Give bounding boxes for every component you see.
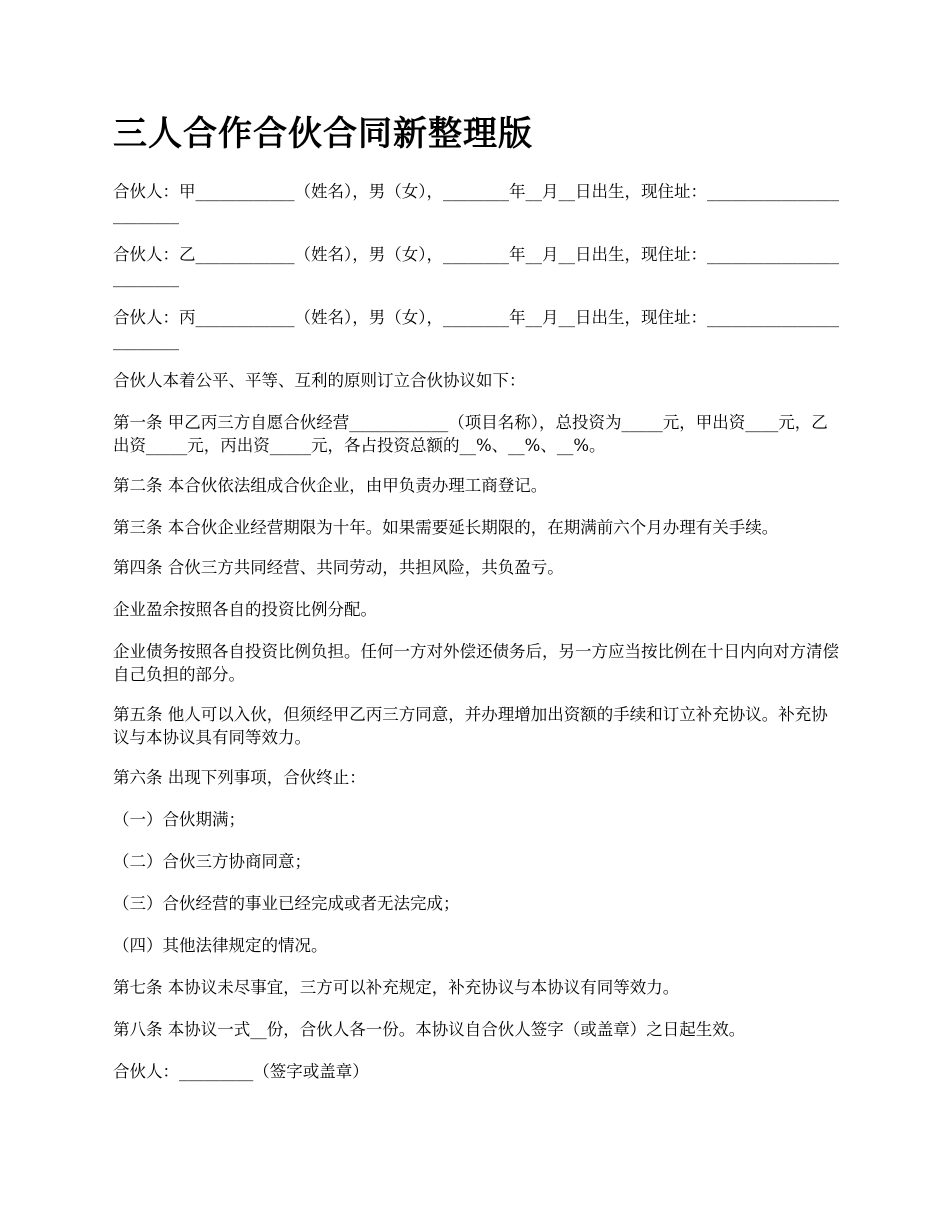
article-4: 第四条 合伙三方共同经营、共同劳动，共担风险，共负盈亏。 <box>113 558 564 577</box>
article-6: 第六条 出现下列事项，合伙终止： <box>113 768 366 787</box>
termination-item-3: （三）合伙经营的事业已经完成或者无法完成； <box>113 894 460 913</box>
article-5: 第五条 他人可以入伙，但须经甲乙丙三方同意，并办理增加出资额的手续和订立补充协议。补充协议与本协议具有同等效力。 <box>113 705 828 747</box>
partner-c-line: 合伙人：丙____________（姓名），男（女），________年__月__日出生，现住址：________________________ <box>113 308 839 350</box>
document-page <box>113 110 843 1102</box>
document-title: 三人合作合伙合同新整理版 <box>113 114 533 154</box>
preamble: 合伙人本着公平、平等、互利的原则订立合伙协议如下： <box>113 371 526 390</box>
termination-item-2: （二）合伙三方协商同意； <box>113 852 311 871</box>
article-1: 第一条 甲乙丙三方自愿合伙经营____________（项目名称），总投资为_____元，甲出资____元，乙出资_____元，丙出资_____元，各占投资总额的__%、__%、__%。 <box>113 413 828 455</box>
article-8: 第八条 本协议一式__份，合伙人各一份。本协议自合伙人签字（或盖章）之日起生效。 <box>113 1020 746 1039</box>
article-2: 第二条 本合伙依法组成合伙企业，由甲负责办理工商登记。 <box>113 476 548 495</box>
partner-b-line: 合伙人：乙____________（姓名），男（女），________年__月__日出生，现住址：________________________ <box>113 245 839 287</box>
article-7: 第七条 本协议未尽事宜，三方可以补充规定，补充协议与本协议有同等效力。 <box>113 978 680 997</box>
profit-distribution: 企业盈余按照各自的投资比例分配。 <box>113 600 377 619</box>
signature-line: 合伙人：_________（签字或盖章） <box>113 1062 369 1081</box>
partner-a-line: 合伙人：甲____________（姓名），男（女），________年__月__日出生，现住址：________________________ <box>113 182 839 224</box>
termination-item-4: （四）其他法律规定的情况。 <box>113 936 328 955</box>
debt-allocation: 企业债务按照各自投资比例负担。任何一方对外偿还债务后，另一方应当按比例在十日内向对方清偿自己负担的部分。 <box>113 642 839 684</box>
article-3: 第三条 本合伙企业经营期限为十年。如果需要延长期限的，在期满前六个月办理有关手续。 <box>113 518 779 537</box>
termination-item-1: （一）合伙期满； <box>113 810 245 829</box>
